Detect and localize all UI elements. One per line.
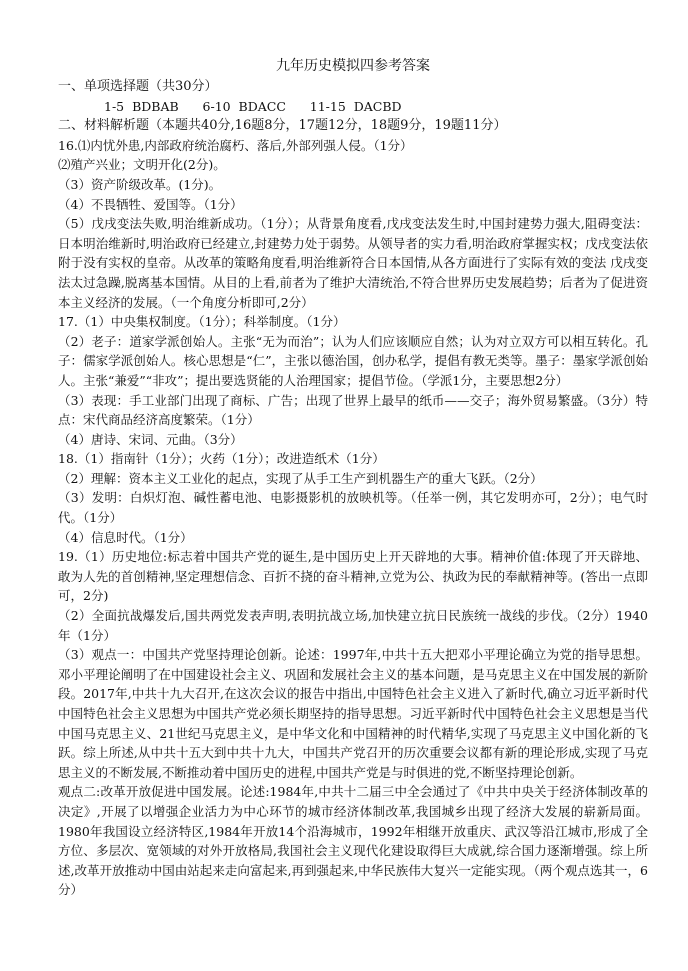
section-heading-choice: 一、单项选择题（共30分） [58,79,218,94]
q19-line-3: （3）观点一：中国共产党坚持理论创新。论述：1997年,中共十五大把邓小平理论确立为党的指导思想。邓小平理论阐明了在中国建设社会主义、巩固和发展社会主义的基本问题，是马克思主义在中国发展的新阶段。2017年,中共十九大召开,在这次会议的报告中指出,中国特色社会主义进入了新时代,确立习近平新时代中国特色社会主义思想为中国共产党必须长期坚持的指导思想。习近平新时代中国特色社会主义思想是当代中国马克思主义、21世纪马克思主义，是中华文化和中国精神的时代精华,实现了马克思主义中国化新的飞跃。综上所述,从中共十五大到中共十九大，中国共产党召开的历次重要会议都有新的理论形成,实现了马克思主义的不断发展,不断推动着中国历史的进程,中国共产党是与时俱进的党,不断坚持理论创新。 [58,647,648,780]
q19-line-2: （2）全面抗战爆发后,国共两党发表声明,表明抗战立场,加快建立抗日民族统一战线的步伐。（2分）1940年（1分） [58,608,648,643]
q17-line-2: （2）老子：道家学派创始人。主张“无为而治”；认为人们应该顺应自然；认为对立双方可以相互转化。孔子：儒家学派创始人。核心思想是“仁”，主张以德治国，创办私学，提倡有教无类等。墨子：墨家学派创始人。主张“兼爱”“非攻”；提出要选贤能的人治理国家；提倡节俭。（学派1分，主要思想2分） [58,333,648,388]
q18-line-3: （3）发明：白炽灯泡、碱性蓄电池、电影摄影机的放映机等。（任举一例，其它发明亦可，2分）；电气时代。（1分） [58,490,648,526]
q19-line-4: 观点二:改革开放促进中国发展。论述:1984年,中共十二届三中全会通过了《中共中央关于经济体制改革的决定》,开展了以增强企业活力为中心环节的城市经济体制改革,我国城乡出现了经济大发展的崭新局面。1980年我国设立经济特区,1984年开放14个沿海城市，1992年相继开放重庆、武汉等沿江城市,形成了全方位、多层次、宽领域的对外开放格局,我国社会主义现代化建设取得巨大成就,综合国力逐渐增强。综上所述,改革开放推动中国由站起来走向富起来,再到强起来,中华民族伟大复兴一定能实现。（两个观点选其一，6分） [58,784,648,898]
document-title: 九年历史模拟四参考答案 [276,58,430,74]
q16-line-4: （4）不畏牺牲、爱国等。（1分） [58,196,243,212]
choice-answers: 1-5 BDBAB 6-10 BDACC 11-15 DACBD [104,98,402,114]
q16-line-1: 16.⑴内忧外患,内部政府统治腐朽、落后,外部列强人侵。（1分） [58,137,413,153]
q16-line-5: （5）戊戌变法失败,明治维新成功。（1分）；从背景角度看,戊戌变法发生时,中国封建势力强大,阻碍变法：日本明治维新时,明治政府已经建立,封建势力处于弱势。从领导者的实力看,明治政府掌握实权；戊戌变法依附于没有实权的皇帝。从改革的策略角度看,明治维新符合日本国情,从各方面进行了实际有效的变法 戊戌变法太过急躁,脱离基本国情。从目的上看,前者为了维护大清统治,不符合世界历史发展趋势；后者为了促进资本主义经济的发展。（一个角度分析即可,2分） [58,216,648,310]
q17-line-1: 17.（1）中央集权制度。（1分）；科举制度。（1分） [58,314,346,330]
q16-line-3: （3）资产阶级改革。(1分)。 [58,176,222,192]
q16-line-2: ⑵殖产兴业；文明开化(2分)。 [58,157,226,173]
q18-line-1: 18.（1）指南针（1分）；火药（1分）；改进造纸术（1分） [58,451,385,467]
q17-line-4: （4）唐诗、宋词、元曲。（3分） [58,431,243,447]
section-heading-analysis: 二、材料解析题（本题共40分,16题8分，17题12分，18题9分，19题11分） [58,118,507,134]
q17-line-3: （3）表现：手工业部门出现了商标、广告；出现了世界上最早的纸币——交子；海外贸易繁盛。（3分）特点：宋代商品经济高度繁荣。（1分） [58,392,648,428]
q18-line-2: （2）理解：资本主义工业化的起点，实现了从手工生产到机器生产的重大飞跃。（2分） [58,470,543,486]
q19-line-1: 19.（1）历史地位:标志着中国共产党的诞生,是中国历史上开天辟地的大事。精神价值:体现了开天辟地、敢为人先的首创精神,坚定理想信念、百折不挠的奋斗精神,立党为公、执政为民的奉献精神等。(答出一点即可，2分) [58,549,648,604]
q18-line-4: （4）信息时代。（1分） [58,529,193,545]
